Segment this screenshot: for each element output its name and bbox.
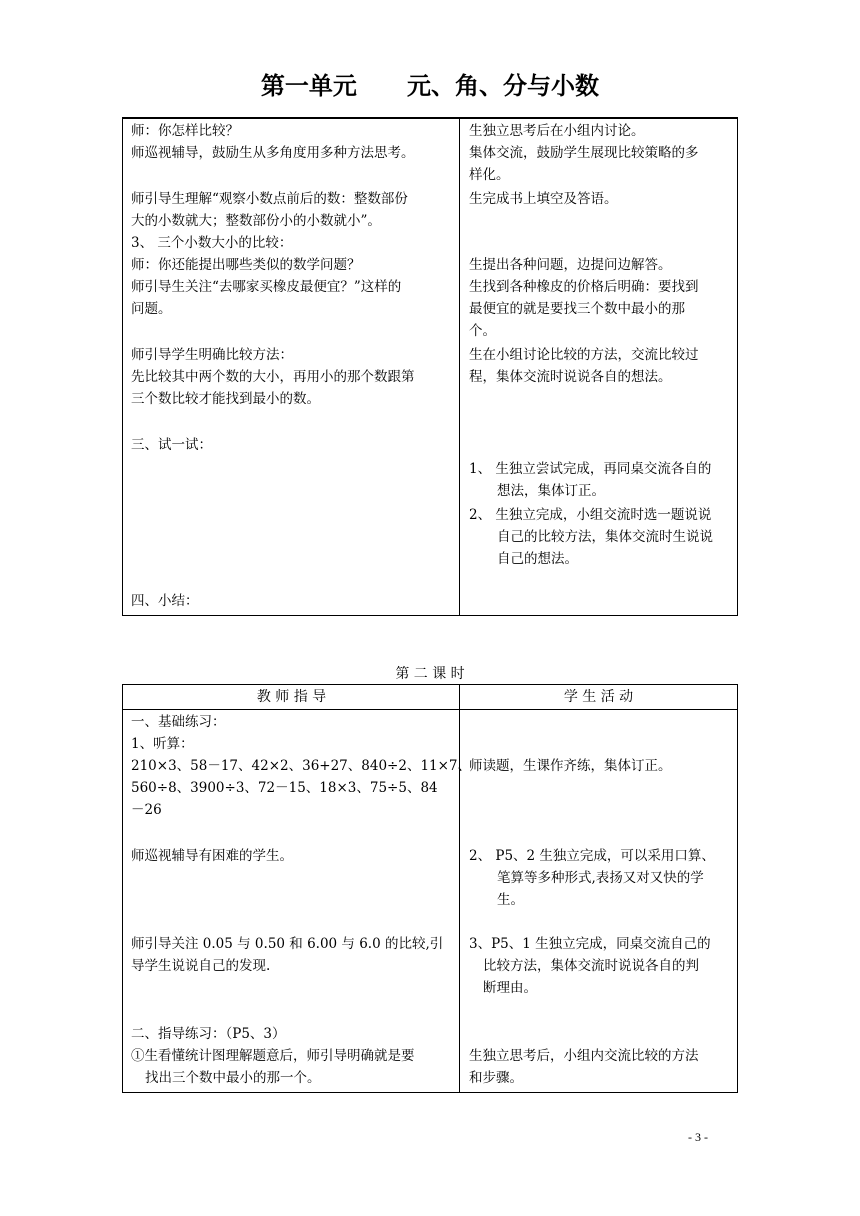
table2-left-line: 560÷8、3900÷3、72－15、18×3、75÷5、84 bbox=[131, 780, 438, 796]
table2-left-line: 210×3、58－17、42×2、36+27、840÷2、11×7、 bbox=[131, 758, 472, 774]
table2-right-line: 生独立思考后，小组内交流比较的方法 bbox=[469, 1048, 699, 1064]
table2-left-line: 二、指导练习：（P5、3） bbox=[131, 1026, 286, 1042]
table2-left-line: ①生看懂统计图理解题意后，师引导明确就是要 bbox=[131, 1048, 415, 1064]
lesson-table-1 bbox=[122, 118, 738, 616]
table2-right-line: 生。 bbox=[497, 892, 524, 908]
table1-right-line: 最便宜的就是要找三个数中最小的那 bbox=[469, 301, 685, 317]
table1-left-line: 问题。 bbox=[131, 301, 172, 317]
table1-right-line: 生完成书上填空及答语。 bbox=[469, 191, 618, 207]
table2-right-line: 3、P5、1 生独立完成，同桌交流自己的 bbox=[469, 936, 711, 952]
table2-header-rule bbox=[123, 709, 737, 710]
table2-left-line: －26 bbox=[131, 802, 162, 818]
table1-left-line: 师引导生理解“观察小数点前后的数：整数部份 bbox=[131, 191, 408, 207]
table1-right-line: 集体交流，鼓励学生展现比较策略的多 bbox=[469, 145, 699, 161]
table2-right-line: 断理由。 bbox=[483, 980, 537, 996]
table2-header-student: 学 生 活 动 bbox=[563, 689, 634, 705]
table1-left-line: 师引导学生明确比较方法： bbox=[131, 347, 293, 363]
table1-left-line: 师巡视辅导，鼓励生从多角度用多种方法思考。 bbox=[131, 145, 415, 161]
table2-left-line: 师引导关注 0.05 与 0.50 和 6.00 与 6.0 的比较,引 bbox=[131, 936, 444, 952]
table1-right-line: 想法，集体订正。 bbox=[497, 483, 605, 499]
table2-left-line: 1、听算： bbox=[131, 736, 194, 752]
table1-left-line: 四、小结： bbox=[131, 593, 199, 609]
table2-right-line: 比较方法，集体交流时说说各自的判 bbox=[483, 958, 699, 974]
table1-left-line: 3、 三个小数大小的比较： bbox=[131, 235, 293, 251]
page-number: - 3 - bbox=[688, 1130, 708, 1144]
table2-right-line: 2、 P5、2 生独立完成，可以采用口算、 bbox=[469, 848, 715, 864]
table1-right-line: 程，集体交流时说说各自的想法。 bbox=[469, 369, 672, 385]
table1-right-line: 2、 生独立完成，小组交流时选一题说说 bbox=[469, 507, 712, 523]
table1-right-line: 生找到各种橡皮的价格后明确：要找到 bbox=[469, 279, 699, 295]
table2-left-line: 一、基础练习： bbox=[131, 714, 226, 730]
table1-left-line: 师：你还能提出哪些类似的数学问题？ bbox=[131, 257, 361, 273]
table1-right-line: 样化。 bbox=[469, 167, 510, 183]
table1-right-line: 生独立思考后在小组内讨论。 bbox=[469, 123, 645, 139]
table2-right-line: 和步骤。 bbox=[469, 1070, 523, 1086]
page-title: 第一单元 元、角、分与小数 bbox=[260, 72, 600, 100]
table1-right-line: 生在小组讨论比较的方法，交流比较过 bbox=[469, 347, 699, 363]
table1-left-line: 先比较其中两个数的大小，再用小的那个数跟第 bbox=[131, 369, 415, 385]
table1-left-line: 三、试一试： bbox=[131, 437, 212, 453]
table2-right-line: 笔算等多种形式,表扬又对又快的学 bbox=[497, 870, 704, 886]
table2-left-line: 师巡视辅导有困难的学生。 bbox=[131, 848, 293, 864]
table1-right-line: 生提出各种问题，边提问边解答。 bbox=[469, 257, 672, 273]
table2-left-line: 找出三个数中最小的那一个。 bbox=[145, 1070, 321, 1086]
table1-left-line: 师：你怎样比较？ bbox=[131, 123, 239, 139]
table2-header-teacher: 教 师 指 导 bbox=[256, 689, 327, 705]
table2-right-line: 师读题，生课作齐练，集体订正。 bbox=[469, 758, 672, 774]
table1-right-line: 个。 bbox=[469, 323, 496, 339]
table1-left-line: 三个数比较才能找到最小的数。 bbox=[131, 391, 320, 407]
table1-left-line: 师引导生关注“去哪家买橡皮最便宜？”这样的 bbox=[131, 279, 402, 295]
table1-right-line: 自己的比较方法，集体交流时生说说 bbox=[497, 529, 713, 545]
lesson-table-2 bbox=[122, 684, 738, 1093]
table1-right-line: 自己的想法。 bbox=[497, 551, 578, 567]
lesson-2-title: 第 二 课 时 bbox=[395, 666, 465, 682]
table2-left-line: 导学生说说自己的发现. bbox=[131, 958, 271, 974]
table1-left-line: 大的小数就大；整数部份小的小数就小”。 bbox=[131, 213, 381, 229]
table1-right-line: 1、 生独立尝试完成，再同桌交流各自的 bbox=[469, 461, 712, 477]
